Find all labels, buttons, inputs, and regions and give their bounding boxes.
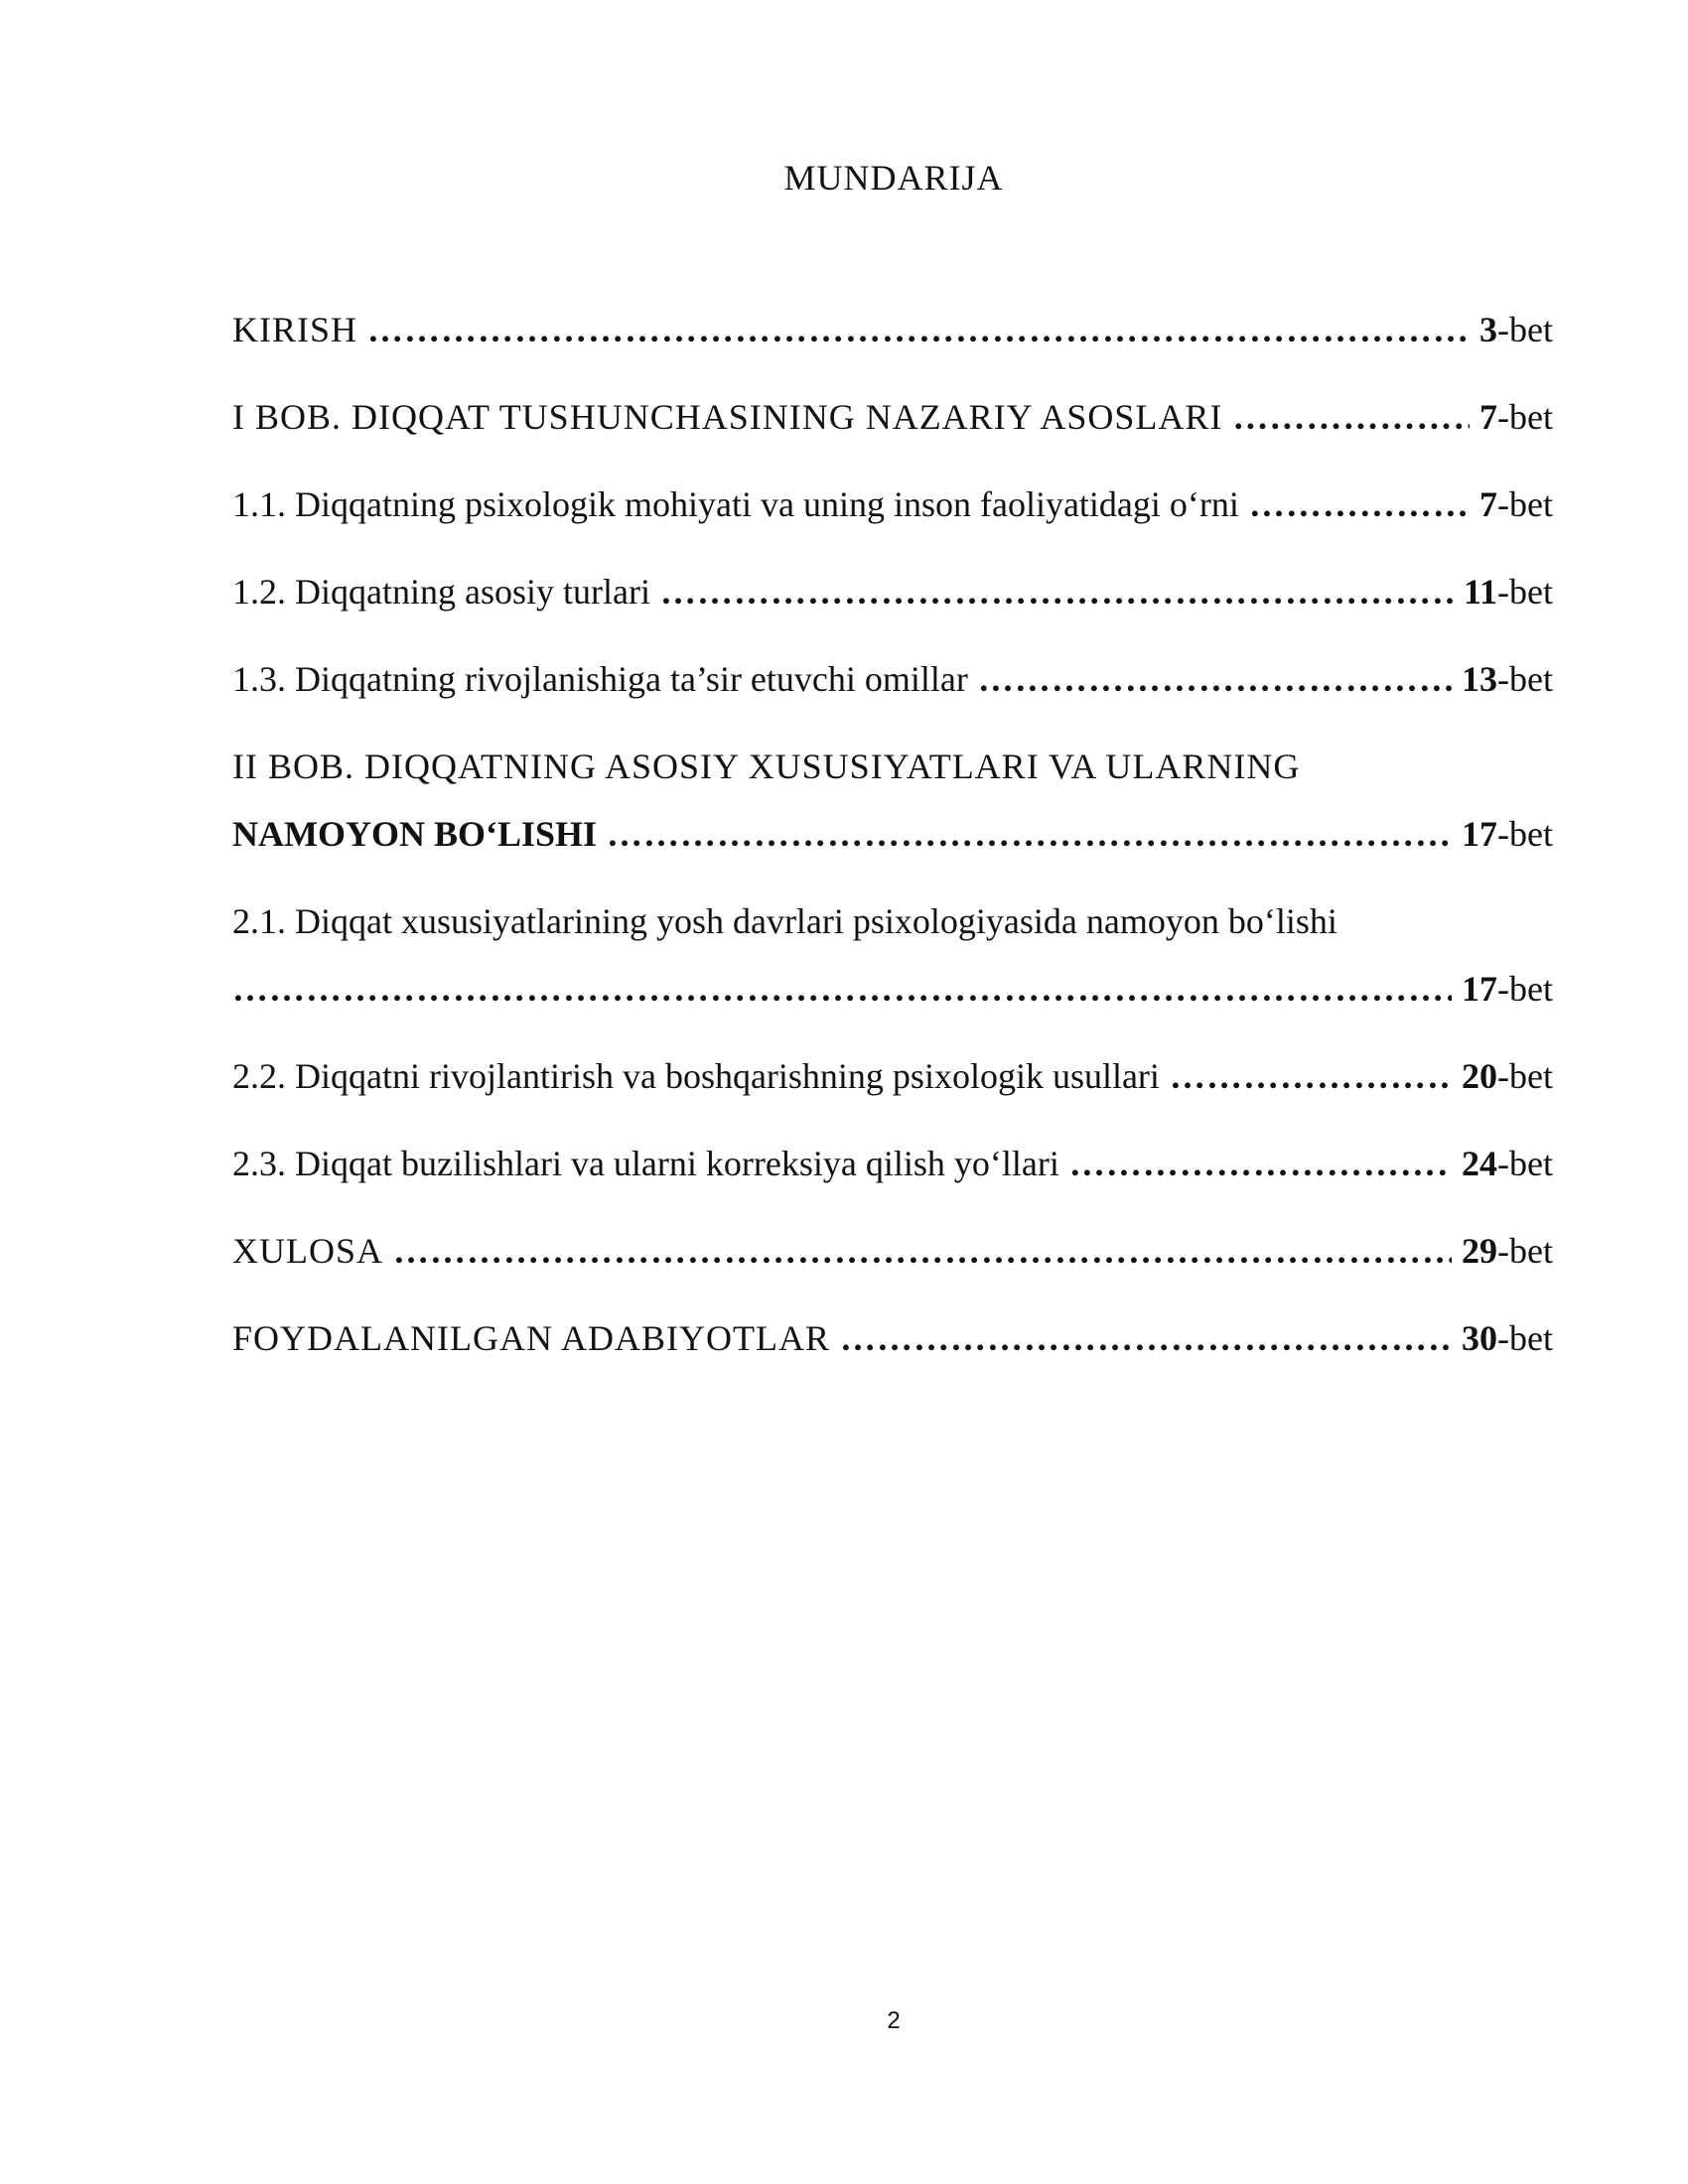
toc-page-ref <box>1462 814 1553 854</box>
toc-page-suffix: -bet <box>1497 1056 1553 1096</box>
toc-page-suffix: -bet <box>1497 659 1553 699</box>
toc-page-number: 3 <box>1479 310 1498 349</box>
dot-leader <box>232 969 1452 1009</box>
toc-page-number: 7 <box>1479 397 1498 437</box>
toc-entry-label-continued: NAMOYON BO‘LISHI <box>232 814 598 854</box>
toc-page-ref <box>1462 1144 1553 1183</box>
toc-entry-adabiyotlar[interactable] <box>232 1318 1553 1358</box>
toc-page-number: 29 <box>1462 1231 1498 1271</box>
toc-page-suffix: -bet <box>1497 1318 1553 1358</box>
toc-entry-label: 2.2. Diqqatni rivojlantirish va boshqarishning psixologik usullari <box>232 1056 1160 1096</box>
toc-page-suffix: -bet <box>1497 572 1553 612</box>
dot-leader <box>1232 397 1470 437</box>
toc-entry-1-3[interactable] <box>232 659 1553 699</box>
toc-entry-label: I BOB. DIQQAT TUSHUNCHASINING NAZARIY ASOSLARI <box>232 397 1223 437</box>
dot-leader <box>1069 1144 1452 1183</box>
toc-entry-2-1[interactable] <box>232 901 1553 1009</box>
toc-page-suffix: -bet <box>1497 310 1553 349</box>
toc-page-ref <box>1462 659 1553 699</box>
dot-leader <box>393 1231 1452 1271</box>
toc-entry-label: 1.1. Diqqatning psixologik mohiyati va uning inson faoliyatidagi o‘rni <box>232 484 1239 524</box>
toc-page-suffix: -bet <box>1497 484 1553 524</box>
toc-entry-label: KIRISH <box>232 310 358 349</box>
toc-page-number: 17 <box>1462 969 1498 1009</box>
toc-entry-label: XULOSA <box>232 1231 384 1271</box>
toc-page-number: 7 <box>1479 484 1498 524</box>
toc-entry-1-1[interactable] <box>232 484 1553 524</box>
toc-entry-chapter-2[interactable] <box>232 747 1553 854</box>
dot-leader <box>367 310 1470 349</box>
toc-page-number: 13 <box>1462 659 1498 699</box>
toc-page-number: 20 <box>1462 1056 1498 1096</box>
toc-page-number: 30 <box>1462 1318 1498 1358</box>
toc-page-ref <box>1462 1318 1553 1358</box>
toc-entry-chapter-1[interactable] <box>232 397 1553 437</box>
toc-entry-label: 1.3. Diqqatning rivojlanishiga ta’sir etuvchi omillar <box>232 659 968 699</box>
toc-entry-2-2[interactable] <box>232 1056 1553 1096</box>
toc-entry-label: 2.1. Diqqat xususiyatlarining yosh davrlari psixologiyasida namoyon bo‘lishi <box>232 901 1337 941</box>
page-number: 2 <box>887 2007 901 2034</box>
toc-page-ref <box>1462 1231 1553 1271</box>
dot-leader <box>840 1318 1452 1358</box>
toc-entry-xulosa[interactable] <box>232 1231 1553 1271</box>
toc-page-ref <box>1464 572 1553 612</box>
toc-page-suffix: -bet <box>1497 969 1553 1009</box>
toc-page-ref <box>1479 397 1553 437</box>
dot-leader <box>978 659 1452 699</box>
toc-page-suffix: -bet <box>1497 397 1553 437</box>
toc-page-number: 17 <box>1462 814 1498 854</box>
toc-page-number: 24 <box>1462 1144 1498 1183</box>
page-title: MUNDARIJA <box>783 158 1004 198</box>
toc-entry-label: 2.3. Diqqat buzilishlari va ularni korreksiya qilish yo‘llari <box>232 1144 1059 1183</box>
toc-page-number: 11 <box>1464 572 1498 612</box>
toc-entry-label: II BOB. DIQQATNING ASOSIY XUSUSIYATLARI VA ULARNING <box>232 747 1301 786</box>
dot-leader <box>607 814 1452 854</box>
toc-page-ref <box>1462 969 1553 1009</box>
toc-entry-2-3[interactable] <box>232 1144 1553 1183</box>
toc-entry-label: 1.2. Diqqatning asosiy turlari <box>232 572 650 612</box>
toc-page-ref <box>1479 484 1553 524</box>
toc-page-suffix: -bet <box>1497 1144 1553 1183</box>
dot-leader <box>660 572 1454 612</box>
dot-leader <box>1249 484 1470 524</box>
table-of-contents <box>232 310 1553 1406</box>
toc-entry-label: FOYDALANILGAN ADABIYOTLAR <box>232 1318 830 1358</box>
toc-page-ref <box>1462 1056 1553 1096</box>
toc-entry-kirish[interactable] <box>232 310 1553 349</box>
toc-page-suffix: -bet <box>1497 1231 1553 1271</box>
toc-page-ref <box>1479 310 1553 349</box>
dot-leader <box>1170 1056 1452 1096</box>
toc-page-suffix: -bet <box>1497 814 1553 854</box>
toc-entry-1-2[interactable] <box>232 572 1553 612</box>
